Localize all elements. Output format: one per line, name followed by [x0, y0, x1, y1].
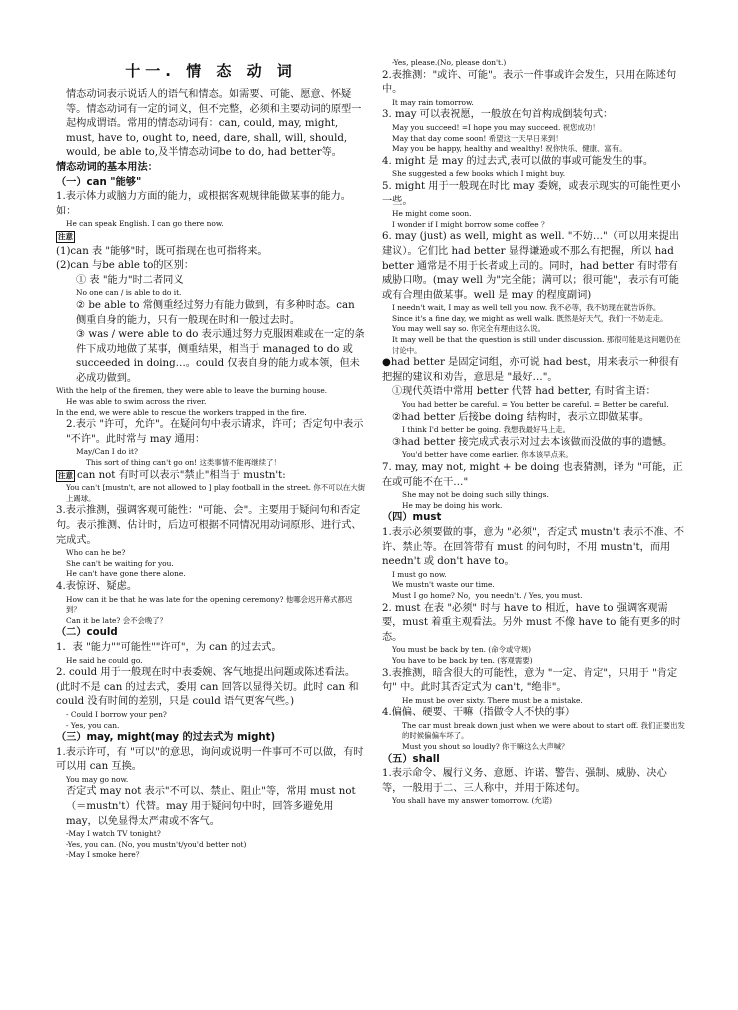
text-line: [382, 570, 686, 581]
line-text: He can speak English. I can go there now.: [66, 219, 224, 229]
line-text: 情态动词的基本用法：: [56, 161, 158, 173]
line-text: (2)can 与be able to的区别：: [56, 260, 195, 272]
text-line: [382, 511, 686, 526]
text-line: [382, 69, 686, 98]
line-text: 1.表示必须要做的事，意为 "必须"，否定式 mustn't 表示不准、不许、禁止等。在回答带有 must 的问句时，不用 mustn't，而用 needn't 或 don't have to。: [382, 526, 685, 568]
text-line: [382, 303, 686, 314]
line-text: You shall have my answer tomorrow. (允诺): [392, 796, 553, 806]
text-line: [382, 58, 686, 69]
text-line: [56, 469, 366, 484]
line-text: You must be back by ten. (命令或守规): [392, 645, 532, 655]
line-text: We mustn't waste our time.: [392, 580, 495, 590]
line-text: -Yes, you can. (No, you mustn't/you'd better not): [66, 839, 247, 849]
line-text: can not 有时可以表示"禁止"相当于 mustn't:: [77, 469, 286, 481]
text-line: [56, 840, 366, 851]
line-text: You may well say so. 你完全有理由这么说。: [392, 324, 545, 334]
line-text: 3. may 可以表祝愿，一般放在句首构成倒装句式：: [382, 109, 614, 121]
text-line: [56, 259, 366, 274]
text-line: [56, 176, 366, 191]
line-text: May you succeed! =I hope you may succeed. 祝您成功！: [392, 122, 600, 132]
line-text: With the help of the firemen, they were able to leave the burning house.: [56, 386, 328, 396]
line-text: This sort of thing can't go on! 这类事情不能再继续了！: [86, 458, 281, 468]
text-line: [382, 98, 686, 109]
text-line: [382, 767, 686, 796]
text-line: [56, 386, 366, 397]
text-line: [56, 274, 366, 289]
text-line: [382, 721, 686, 742]
text-line: [382, 356, 686, 385]
text-line: [56, 731, 366, 746]
left-column: [56, 88, 366, 861]
text-line: [382, 501, 686, 512]
line-text: ①现代英语中常用 better 代替 had better, 有时省主语：: [392, 386, 656, 398]
text-line: [382, 591, 686, 602]
text-line: [382, 169, 686, 180]
line-text: I must go now.: [392, 569, 447, 579]
text-line: [56, 559, 366, 570]
line-text: 1.表示命令、履行义务、意愿、许诺、警告、强制、威胁、决心等，一般用于二、三人称中，并用于陈述句。: [382, 768, 667, 794]
line-text: 2. could 用于一般现在时中表委婉、客气地提出问题或陈述看法。(此时不是 can 的过去式，委用 can 回答以显得关切。此时 can 和 could 没有时间的差别，只是 could 语气更客气些。): [56, 667, 359, 708]
line-text: 情态动词表示说话人的语气和情态。如需要、可能、愿意、怀疑等。情态动词有一定的词义，但不完整，必须和主要动词的原型一起构成谓语。常用的情态动词有：can, could, may, might, must, have to, ought to, need, dare, shall, will, should, would, be able to,及半情态动词be to do, had better等。: [66, 89, 362, 159]
text-line: [382, 796, 686, 807]
text-line: [382, 450, 686, 461]
line-text: May you be happy, healthy and wealthy! 祝你快乐、健康、富有。: [392, 144, 627, 154]
line-text: ① 表 "能力"时二者同义: [76, 274, 184, 286]
text-line: [382, 742, 686, 753]
line-text: May/Can I do it?: [76, 447, 138, 457]
line-text: 2.表推测："或许、可能"。表示一件事或许会发生，只用在陈述句中。: [382, 69, 677, 96]
line-text: How can it be that he was late for the opening ceremony? 他哪会迟开幕式都迟到？: [66, 594, 353, 615]
text-line: [56, 641, 366, 656]
text-line: [56, 548, 366, 559]
text-line: [56, 190, 366, 219]
line-text: You can't [mustn't, are not allowed to ] play football in the street. 你不可以在大街上踢球。: [66, 483, 366, 503]
line-text: -May I smoke here？: [66, 850, 144, 860]
text-line: [382, 335, 686, 356]
line-text: ②had better 后接be doing 结构时，表示立即做某事。: [392, 411, 650, 423]
text-line: [382, 385, 686, 400]
line-text: 6. may (just) as well, might as well. "不妨…"（可以用来提出建议）。它们比 had better 显得谦逊或不那么有把握，所以 had better 通常是不用于长者或上司的。同时，had better 有时带有威胁口吻。(may well 为"完全能；满可以；很可能"，表示有可能或有合理由做某事。well 是 may 的程度副词): [382, 231, 680, 301]
line-text: He might come soon.: [392, 209, 472, 219]
text-line: [56, 88, 366, 161]
line-text: 3.表推测，暗含很大的可能性，意为 "一定、肯定"，只用于 "肯定句" 中。此时其否定式为 can't, "绝非"。: [382, 667, 678, 694]
text-line: [56, 850, 366, 861]
text-line: [56, 230, 366, 245]
line-text: （一）can "能够": [56, 176, 142, 188]
text-line: [56, 161, 366, 176]
line-text: 2. must 在表 "必须" 时与 have to 相近，have to 强调客观需要，must 着重主观看法。另外 must 不像 have to 能有更多的时态。: [382, 602, 681, 643]
line-text: You have to be back by ten. (客观需要): [392, 655, 533, 665]
text-line: [382, 230, 686, 303]
text-line: [382, 706, 686, 721]
text-line: [382, 667, 686, 696]
line-text: 1.表示体力或脑力方面的能力，或根据客观规律能做某事的能力。如：: [56, 191, 351, 217]
text-line: [382, 209, 686, 220]
text-line: [382, 220, 686, 231]
text-line: [56, 219, 366, 230]
text-line: [382, 580, 686, 591]
line-text: It may well be that the question is still under discussion. 那很可能是这问题仍在讨论中。: [392, 335, 681, 355]
line-text: I needn't wait, I may as well tell you now. 我不必等，我不妨现在就告诉你。: [392, 303, 661, 313]
line-text: 1．表 "能力""可能性""许可"，为 can 的过去式。: [56, 641, 282, 653]
text-line: [382, 602, 686, 646]
line-text: Since it's a fine day, we might as well walk. 既然是好天气，我们一不妨走走。: [392, 313, 668, 323]
line-text: - Could I borrow your pen?: [66, 709, 167, 719]
line-text: I think I'd better be going. 我想我最好马上走。: [402, 425, 570, 435]
line-text: The car must break down just when we were about to start off. 我们正要出发的时候偏偏车坏了。: [402, 720, 685, 741]
text-line: [382, 436, 686, 451]
text-line: [56, 721, 366, 732]
line-text: 4.偏偏、硬要、干嘛（指做令人不快的事）: [382, 707, 576, 719]
line-text: 4. might 是 may 的过去式,表可以做的事或可能发生的事。: [382, 155, 654, 167]
text-line: [382, 461, 686, 490]
line-text: 3.表示推测，强调客观可能性："可能、会"。主要用于疑问句和否定句。表示推测、估计时，后边可根据不同情况用动词原形、进行式、完成式。: [56, 505, 362, 546]
text-line: [56, 447, 366, 458]
text-line: [56, 418, 366, 447]
text-line: [382, 155, 686, 170]
text-line: [382, 108, 686, 123]
text-line: [56, 299, 366, 328]
text-line: [56, 288, 366, 299]
note-tag: 注意: [58, 231, 73, 241]
line-text: （二）could: [56, 627, 118, 639]
line-text: She may not be doing such silly things.: [402, 490, 549, 500]
text-line: [56, 580, 366, 595]
line-text: ② be able to 常侧重经过努力有能力做到，有多种时态。can 侧重自身的能力，只有一般现在时和一般过去时。: [76, 299, 355, 326]
text-line: [56, 626, 366, 641]
line-text: Must you shout so loudly? 你干嘛这么大声喊？: [402, 742, 569, 752]
text-line: [382, 645, 686, 656]
text-line: [56, 504, 366, 548]
text-line: [382, 753, 686, 768]
line-text: (1)can 表 "能够"时，既可指现在也可指将来。: [56, 245, 268, 257]
text-line: [382, 526, 686, 570]
line-text: 5. might 用于一般现在时比 may 委婉，或表示现实的可能性更小一些。: [382, 180, 681, 207]
line-text: He may be doing his work.: [402, 500, 503, 510]
text-line: [56, 829, 366, 840]
line-text: Can it be late? 会不会晚了？: [66, 615, 168, 625]
line-text: It may rain tomorrow.: [392, 97, 474, 107]
text-line: [56, 245, 366, 260]
line-text: 7. may, may not, might + be doing 也表猜测，译为 "可能，正在或可能不在干…": [382, 462, 683, 488]
line-text: ③ was / were able to do 表示通过努力克服困难或在一定的条件下成功地做了某事，侧重结果，相当于 managed to do 或 succeeded in doing…。could 仅表自身的能力或本领，但未必成功做到。: [76, 329, 365, 384]
text-line: [382, 656, 686, 667]
text-line: [56, 775, 366, 786]
right-column: [382, 58, 686, 807]
text-line: [56, 710, 366, 721]
line-text: （四）must: [382, 512, 442, 524]
line-text: 4.表惊讶、疑虑。: [56, 580, 138, 592]
line-text: He can't have gone there alone.: [66, 569, 186, 579]
note-tag: 注意: [58, 470, 73, 480]
text-line: [56, 746, 366, 775]
line-text: I wonder if I might borrow some coffee ？: [392, 219, 549, 229]
line-text: ●had better 是固定词组，亦可说 had best，用来表示一种很有把握的建议和劝告，意思是 "最好…"。: [382, 357, 680, 383]
line-text: He must be over sixty. There must be a mistake.: [402, 695, 583, 705]
line-text: No one can / is able to do it.: [76, 288, 182, 298]
text-line: [382, 314, 686, 325]
line-text: - Yes, you can.: [66, 720, 120, 730]
line-text: She can't be waiting for you.: [66, 558, 174, 568]
text-line: [56, 408, 366, 419]
text-line: [382, 134, 686, 145]
line-text: You had better be careful. = You better be careful. = Better be careful.: [402, 400, 669, 410]
page-title: 十一. 情 态 动 词: [125, 62, 297, 80]
text-line: [382, 400, 686, 411]
text-line: [382, 696, 686, 707]
text-line: [56, 328, 366, 386]
line-text: He said he could go.: [66, 655, 143, 665]
text-line: [382, 123, 686, 134]
line-text: 2.表示 "许可，允许"。在疑问句中表示请求，许可；否定句中表示 "不许"。此时常与 may 通用：: [66, 419, 364, 445]
line-text: -Yes, please.(No, please don't.): [392, 58, 507, 67]
text-line: [382, 180, 686, 209]
text-line: [382, 144, 686, 155]
line-text: You may go now.: [66, 774, 129, 784]
text-line: [382, 324, 686, 335]
line-text: He was able to swim across the river.: [66, 397, 207, 407]
line-text: Must I go home? No，you needn't. / Yes, you must.: [392, 590, 583, 600]
text-line: [56, 569, 366, 580]
line-text: May that day come soon! 希望这一天早日来到！: [392, 133, 563, 143]
line-text: In the end, we were able to rescue the workers trapped in the fire.: [56, 407, 307, 417]
text-line: [56, 483, 366, 504]
text-line: [56, 656, 366, 667]
text-line: [56, 595, 366, 616]
line-text: Who can he be?: [66, 548, 126, 558]
line-text: ③had better 接完成式表示对过去本该做而没做的事的遗憾。: [392, 436, 673, 448]
line-text: 1.表示许可，有 "可以"的意思，询问或说明一件事可不可以做，有时可以用 can 互换。: [56, 746, 364, 773]
line-text: You'd better have come earlier. 你本该早点来。: [402, 450, 573, 460]
text-line: [382, 425, 686, 436]
text-line: [382, 490, 686, 501]
line-text: -May I watch TV tonight?: [66, 829, 161, 839]
line-text: She suggested a few books which I might buy.: [392, 169, 566, 179]
text-line: [56, 785, 366, 829]
text-line: [56, 616, 366, 627]
text-line: [56, 397, 366, 408]
line-text: （三）may, might(may 的过去式为 might): [56, 732, 276, 744]
text-line: [56, 458, 366, 469]
line-text: 否定式 may not 表示"不可以、禁止、阻止"等，常用 must not（＝mustn't）代替。may 用于疑问句中时，回答多避免用 may，以免显得太严肃或不客气。: [66, 786, 356, 827]
line-text: （五）shall: [382, 753, 440, 765]
text-line: [382, 411, 686, 426]
text-line: [56, 666, 366, 710]
